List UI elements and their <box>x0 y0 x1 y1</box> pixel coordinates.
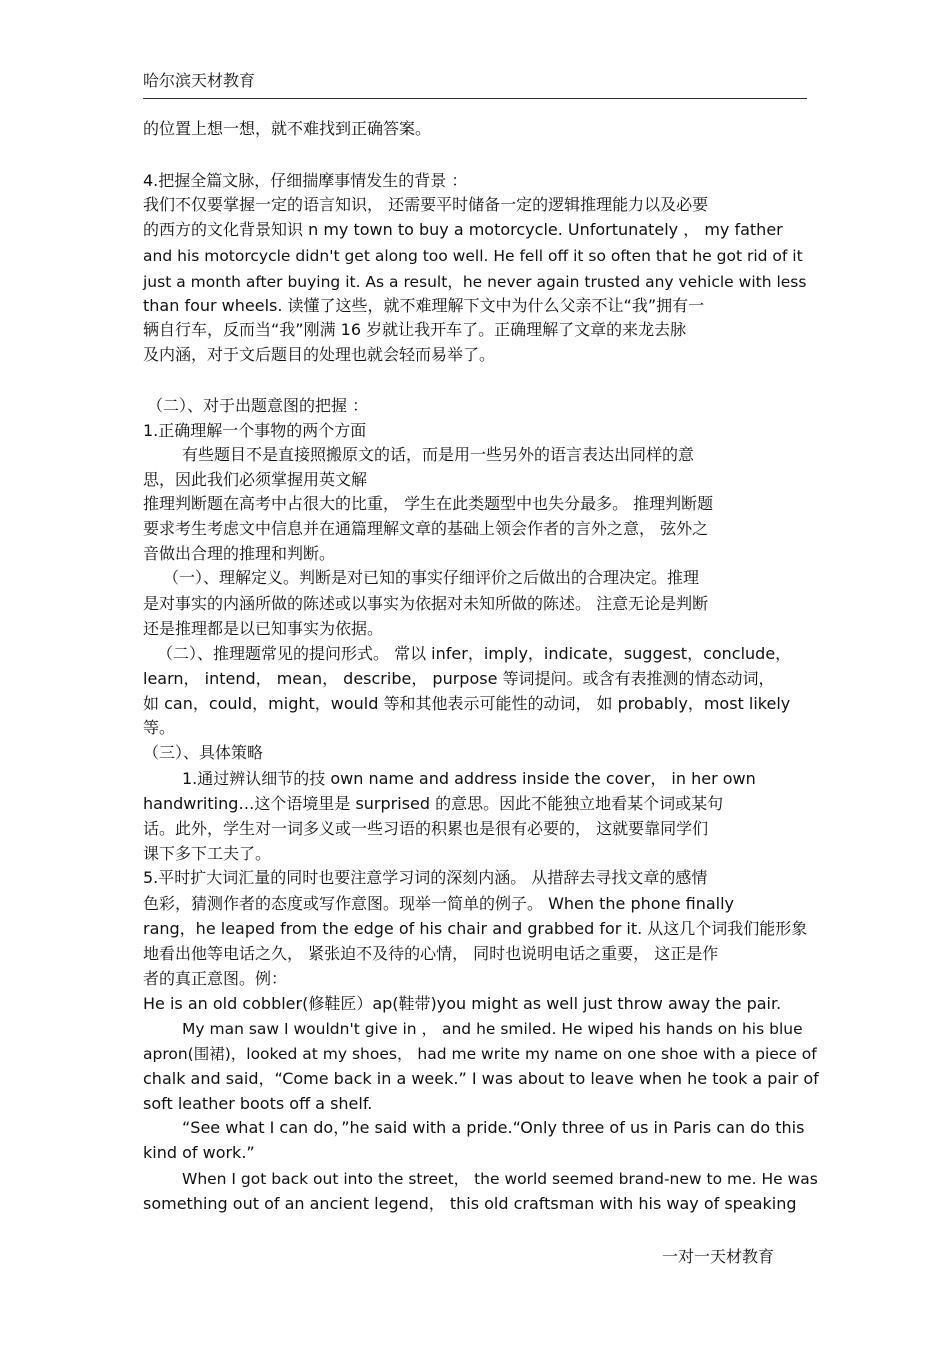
text-line: 的西方的文化背景知识 n my town to buy a motorcycle. Unfortunately ， my father <box>143 220 783 239</box>
header-title: 哈尔滨天材教育 <box>143 71 256 90</box>
text-line: 话。此外，学生对一词多义或一些习语的积累也是很有必要的， 这就要靠同学们 <box>143 819 709 838</box>
text-line: 是对事实的内涵所做的陈述或以事实为依据对未知所做的陈述。 注意无论是判断 <box>143 594 709 613</box>
text-line: “See what I can do，”he said with a pride.“Only three of us in Paris can do this <box>182 1118 805 1137</box>
text-line: chalk and said，“Come back in a week.” I was about to leave when he took a pair of <box>143 1069 819 1088</box>
text-line: My man saw I wouldn't give in ， and he smiled. He wiped his hands on his blue <box>182 1020 803 1038</box>
text-line: 及内涵，对于文后题目的处理也就会轻而易举了。 <box>143 345 496 364</box>
text-line: 要求考生考虑文中信息并在通篇理解文章的基础上领会作者的言外之意， 弦外之 <box>143 519 709 538</box>
text-line: 我们不仅要掌握一定的语言知识， 还需要平时储备一定的逻辑推理能力以及必要 <box>143 195 709 214</box>
text-line: apron(围裙)，looked at my shoes， had me write my name on one shoe with a piece of <box>143 1045 817 1063</box>
text-line: 如 can，could，might，would 等和其他表示可能性的动词， 如 probably，most likely <box>143 694 791 713</box>
section-heading: 1.正确理解一个事物的两个方面 <box>143 421 367 440</box>
text-line: 还是推理都是以已知事实为依据。 <box>143 619 384 638</box>
text-line: and his motorcycle didn't get along too well. He fell off it so often that he got rid of it <box>143 247 803 265</box>
text-line: When I got back out into the street， the world seemed brand-new to me. He was <box>182 1170 818 1188</box>
text-line: 辆自行车，反而当“我”刚满 16 岁就让我开车了。正确理解了文章的来龙去脉 <box>143 320 687 339</box>
text-line: 1.通过辨认细节的技 own name and address inside the cover， in her own <box>182 769 756 788</box>
text-line: （一）、理解定义。判断是对已知的事实仔细评价之后做出的合理决定。推理 <box>163 568 700 587</box>
text-line: soft leather boots off a shelf. <box>143 1094 373 1113</box>
text-line: 者的真正意图。例： <box>143 969 288 988</box>
text-line: 地看出他等电话之久， 紧张迫不及待的心情， 同时也说明电话之重要， 这正是作 <box>143 944 719 963</box>
text-line: 课下多下工夫了。 <box>143 844 272 863</box>
section-heading: （二）、对于出题意图的把握 ： <box>147 396 369 415</box>
text-line: learn， intend， mean， describe， purpose 等词提问。或含有表推测的情态动词， <box>143 669 775 688</box>
text-line: something out of an ancient legend， this old craftsman with his way of speaking <box>143 1194 797 1213</box>
text-line: than four wheels. 读懂了这些，就不难理解下文中为什么父亲不让“我”拥有一 <box>143 296 705 315</box>
text-line: 推理判断题在高考中占很大的比重， 学生在此类题型中也失分最多。 推理判断题 <box>143 494 714 513</box>
page-header <box>143 68 807 99</box>
section-heading: 5.平时扩大词汇量的同时也要注意学习词的深刻内涵。 从措辞去寻找文章的感情 <box>143 868 708 887</box>
page-footer: 一对一天材教育 <box>662 1247 775 1266</box>
text-line: kind of work.” <box>143 1143 255 1162</box>
text-line: handwriting…这个语境里是 surprised 的意思。因此不能独立地看某个词或某句 <box>143 794 724 813</box>
text-line: 有些题目不是直接照搬原文的话，而是用一些另外的语言表达出同样的意 <box>182 445 695 464</box>
text-line: 思，因此我们必须掌握用英文解 <box>143 470 368 489</box>
section-heading: 4.把握全篇文脉，仔细揣摩事情发生的背景 ： <box>143 171 468 190</box>
text-line: 等。 <box>143 718 176 737</box>
text-line: 音做出合理的推理和判断。 <box>143 544 336 563</box>
text-line: 的位置上想一想，就不难找到正确答案。 <box>143 119 432 138</box>
text-line: 色彩，猜测作者的态度或写作意图。现举一简单的例子。 When the phone finally <box>143 894 735 913</box>
text-line: rang，he leaped from the edge of his chair and grabbed for it. 从这几个词我们能形象 <box>143 919 808 938</box>
text-line: （二）、推理题常见的提问形式。 常以 infer，imply，indicate，suggest，conclude， <box>157 644 792 663</box>
text-line: He is an old cobbler(修鞋匠）ap(鞋带)you might as well just throw away the pair. <box>143 994 782 1013</box>
section-heading: （三）、具体策略 <box>143 743 264 762</box>
text-line: just a month after buying it. As a result，he never again trusted any vehicle with less <box>143 273 807 291</box>
